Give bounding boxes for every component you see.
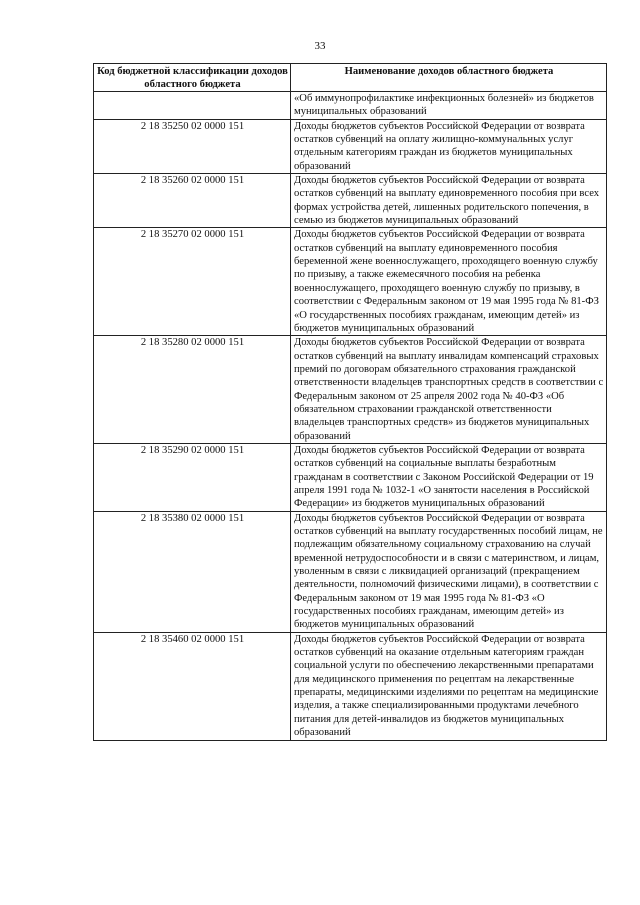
table-cell-code: 2 18 35460 02 0000 151 — [94, 632, 291, 740]
table-row — [94, 511, 607, 632]
table-cell-code-empty — [94, 92, 291, 120]
table-cell-name: «Об иммунопрофилактике инфекционных болезней» из бюджетов муниципальных образований — [291, 92, 607, 120]
table-row — [94, 119, 607, 173]
table-row — [94, 174, 607, 228]
table-cell-code: 2 18 35270 02 0000 151 — [94, 228, 291, 336]
table-header-row — [94, 64, 607, 92]
table-row — [94, 336, 607, 444]
header-code: Код бюджетной классификации доходов областного бюджета — [94, 64, 291, 92]
table-cell-code: 2 18 35290 02 0000 151 — [94, 443, 291, 511]
header-name: Наименование доходов областного бюджета — [291, 64, 607, 92]
budget-revenue-table — [93, 63, 607, 741]
table-cell-code: 2 18 35260 02 0000 151 — [94, 174, 291, 228]
table-row — [94, 632, 607, 740]
table-cell-code: 2 18 35250 02 0000 151 — [94, 119, 291, 173]
table-cell-name: Доходы бюджетов субъектов Российской Федерации от возврата остатков субвенций на оказание отдельным категориям граждан социальной услуги по обеспечению лекарственными препаратами для медицинского применения по рецептам на лекарственные препараты, медицинскими изделиями по рецептам на медицинские изделия, а также специализированными продуктами лечебного питания для детей-инвалидов из бюджетов муниципальных образований — [291, 632, 607, 740]
table-cell-name: Доходы бюджетов субъектов Российской Федерации от возврата остатков субвенций на выплату единовременного пособия беременной жене военнослужащего, проходящего военную службу по призыву, а также ежемесячного пособия на ребенка военнослужащего, проходящего военную службу по призыву, в соответствии с Федеральным законом от 19 мая 1995 года № 81-ФЗ «О государственных пособиях гражданам, имеющим детей» из бюджетов муниципальных образований — [291, 228, 607, 336]
table-row — [94, 443, 607, 511]
table-cell-code: 2 18 35280 02 0000 151 — [94, 336, 291, 444]
table-cell-name: Доходы бюджетов субъектов Российской Федерации от возврата остатков субвенций на выплату инвалидам компенсаций страховых премий по договорам обязательного страхования гражданской ответственности владельцев транспортных средств в соответствии с Федеральным законом от 25 апреля 2002 года № 40-ФЗ «Об обязательном страховании гражданской ответственности владельцев транспортных средств» из бюджетов муниципальных образований — [291, 336, 607, 444]
table-cell-name: Доходы бюджетов субъектов Российской Федерации от возврата остатков субвенций на выплату государственных пособий лицам, не подлежащим обязательному социальному страхованию на случай временной нетрудоспособности и в связи с материнством, и лицам, уволенным в связи с ликвидацией организаций (прекращением деятельности, полномочий физическими лицами), в соответствии с Федеральным законом от 19 мая 1995 года № 81-ФЗ «О государственных пособиях гражданам, имеющим детей» из бюджетов муниципальных образований — [291, 511, 607, 632]
table-cell-code: 2 18 35380 02 0000 151 — [94, 511, 291, 632]
table-cell-name: Доходы бюджетов субъектов Российской Федерации от возврата остатков субвенций на социальные выплаты безработным гражданам в соответствии с Законом Российской Федерации от 19 апреля 1991 года № 1032-1 «О занятости населения в Российской Федерации» из бюджетов муниципальных образований — [291, 443, 607, 511]
table-row — [94, 228, 607, 336]
table-cell-name: Доходы бюджетов субъектов Российской Федерации от возврата остатков субвенций на оплату жилищно-коммунальных услуг отдельным категориям граждан из бюджетов муниципальных образований — [291, 119, 607, 173]
table-row-continuation — [94, 92, 607, 120]
page-number: 33 — [314, 40, 326, 52]
table-cell-name: Доходы бюджетов субъектов Российской Федерации от возврата остатков субвенций на выплату единовременного пособия при всех формах устройства детей, лишенных родительского попечения, в семью из бюджетов муниципальных образований — [291, 174, 607, 228]
